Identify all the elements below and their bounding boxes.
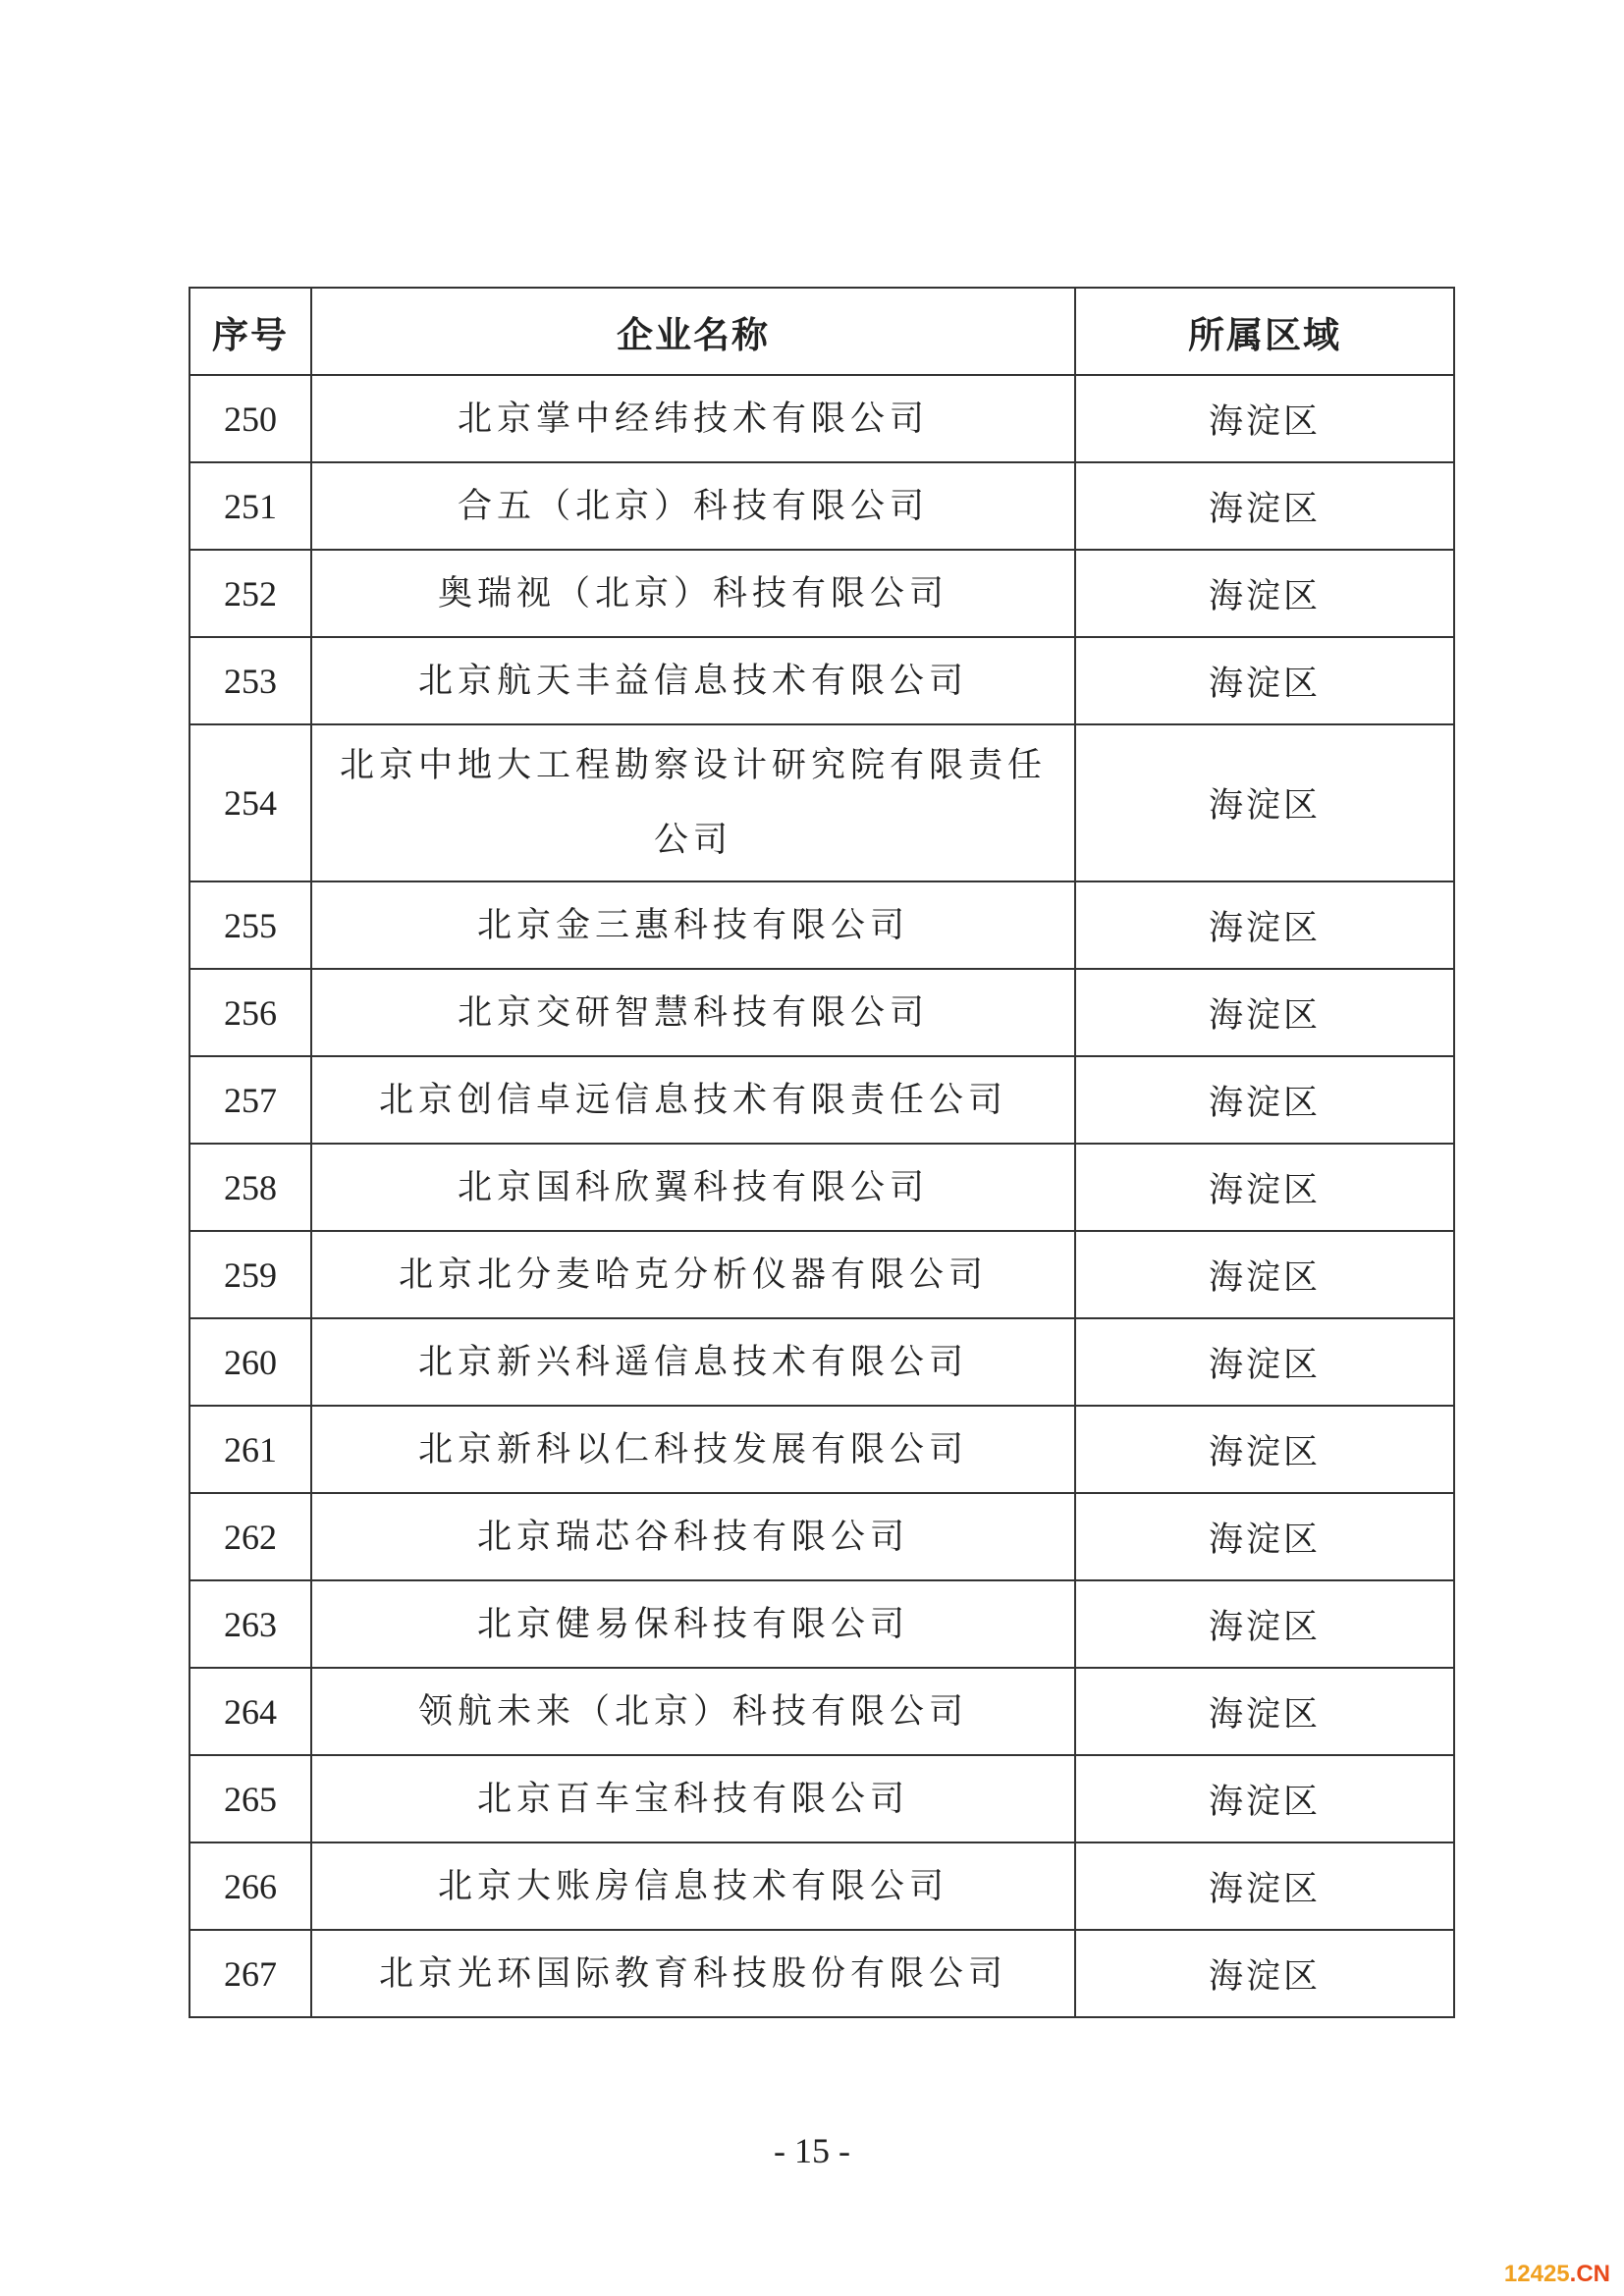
table-row: [189, 1144, 1454, 1231]
row-index: 256: [189, 969, 311, 1056]
table-row: [189, 375, 1454, 462]
table-row: [189, 637, 1454, 724]
table-row: [189, 969, 1454, 1056]
row-index: 262: [189, 1493, 311, 1580]
row-index: 261: [189, 1406, 311, 1493]
row-region: 海淀区: [1075, 1755, 1454, 1842]
row-company-name: 北京创信卓远信息技术有限责任公司: [311, 1056, 1075, 1144]
row-region: 海淀区: [1075, 1580, 1454, 1668]
row-index: 265: [189, 1755, 311, 1842]
row-region: 海淀区: [1075, 550, 1454, 637]
row-index: 266: [189, 1842, 311, 1930]
watermark-tld: .CN: [1569, 2261, 1610, 2287]
table-row: [189, 881, 1454, 969]
row-company-name: 北京交研智慧科技有限公司: [311, 969, 1075, 1056]
table-row: [189, 1056, 1454, 1144]
row-index: 257: [189, 1056, 311, 1144]
table-row: [189, 1406, 1454, 1493]
row-index: 263: [189, 1580, 311, 1668]
row-company-name: 北京新兴科遥信息技术有限公司: [311, 1318, 1075, 1406]
row-company-name: 北京新科以仁科技发展有限公司: [311, 1406, 1075, 1493]
header-company-name: 企业名称: [311, 288, 1075, 375]
company-table: [189, 287, 1455, 2018]
row-company-name: 合五（北京）科技有限公司: [311, 462, 1075, 550]
row-index: 254: [189, 724, 311, 881]
row-region: 海淀区: [1075, 1056, 1454, 1144]
table-row: [189, 1580, 1454, 1668]
row-company-name: 奥瑞视（北京）科技有限公司: [311, 550, 1075, 637]
row-company-name: 北京北分麦哈克分析仪器有限公司: [311, 1231, 1075, 1318]
table-row: [189, 1930, 1454, 2017]
row-index: 255: [189, 881, 311, 969]
table-row: [189, 1842, 1454, 1930]
company-table-container: [189, 287, 1453, 2018]
row-index: 267: [189, 1930, 311, 2017]
row-company-name: 北京光环国际教育科技股份有限公司: [311, 1930, 1075, 2017]
row-region: 海淀区: [1075, 1668, 1454, 1755]
row-region: 海淀区: [1075, 1318, 1454, 1406]
row-region: 海淀区: [1075, 969, 1454, 1056]
row-region: 海淀区: [1075, 375, 1454, 462]
site-watermark-logo: [1504, 2261, 1610, 2288]
row-region: 海淀区: [1075, 462, 1454, 550]
row-company-name: 北京百车宝科技有限公司: [311, 1755, 1075, 1842]
row-index: 250: [189, 375, 311, 462]
table-row: [189, 724, 1454, 881]
table-row: [189, 550, 1454, 637]
row-company-name: 北京健易保科技有限公司: [311, 1580, 1075, 1668]
row-region: 海淀区: [1075, 1842, 1454, 1930]
page-number: - 15 -: [774, 2131, 850, 2170]
table-row: [189, 1755, 1454, 1842]
row-company-name: 北京金三惠科技有限公司: [311, 881, 1075, 969]
row-index: 258: [189, 1144, 311, 1231]
row-company-name: 北京航天丰益信息技术有限公司: [311, 637, 1075, 724]
header-region: 所属区域: [1075, 288, 1454, 375]
row-region: 海淀区: [1075, 724, 1454, 881]
header-index: 序号: [189, 288, 311, 375]
row-company-name: 领航未来（北京）科技有限公司: [311, 1668, 1075, 1755]
row-region: 海淀区: [1075, 1930, 1454, 2017]
row-index: 251: [189, 462, 311, 550]
table-row: [189, 1493, 1454, 1580]
row-index: 260: [189, 1318, 311, 1406]
row-index: 259: [189, 1231, 311, 1318]
watermark-number: 12425: [1503, 2261, 1570, 2287]
table-row: [189, 1318, 1454, 1406]
row-region: 海淀区: [1075, 881, 1454, 969]
row-region: 海淀区: [1075, 1144, 1454, 1231]
row-company-name: 北京中地大工程勘察设计研究院有限责任公司: [311, 724, 1075, 881]
row-region: 海淀区: [1075, 1231, 1454, 1318]
row-company-name: 北京瑞芯谷科技有限公司: [311, 1493, 1075, 1580]
row-company-name: 北京掌中经纬技术有限公司: [311, 375, 1075, 462]
table-header-row: [189, 288, 1454, 375]
table-row: [189, 462, 1454, 550]
row-index: 264: [189, 1668, 311, 1755]
row-region: 海淀区: [1075, 637, 1454, 724]
table-row: [189, 1231, 1454, 1318]
row-company-name: 北京国科欣翼科技有限公司: [311, 1144, 1075, 1231]
row-index: 252: [189, 550, 311, 637]
row-region: 海淀区: [1075, 1493, 1454, 1580]
row-company-name: 北京大账房信息技术有限公司: [311, 1842, 1075, 1930]
row-index: 253: [189, 637, 311, 724]
row-region: 海淀区: [1075, 1406, 1454, 1493]
table-row: [189, 1668, 1454, 1755]
